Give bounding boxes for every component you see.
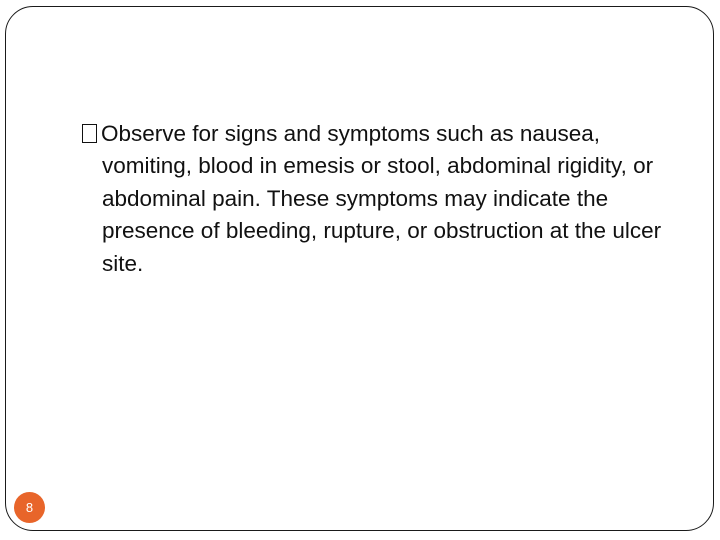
page-number-badge: 8 [14, 492, 45, 523]
bullet-text: Observe for signs and symptoms such as nausea, vomiting, blood in emesis or stool, abdominal rigidity, or abdominal pain. These symptoms may indicate the presence of bleeding, rupture, or obstruction at the ulcer site. [101, 121, 662, 276]
box-bullet-icon [82, 124, 97, 143]
bullet-list [82, 118, 682, 280]
bullet-item [82, 118, 682, 280]
